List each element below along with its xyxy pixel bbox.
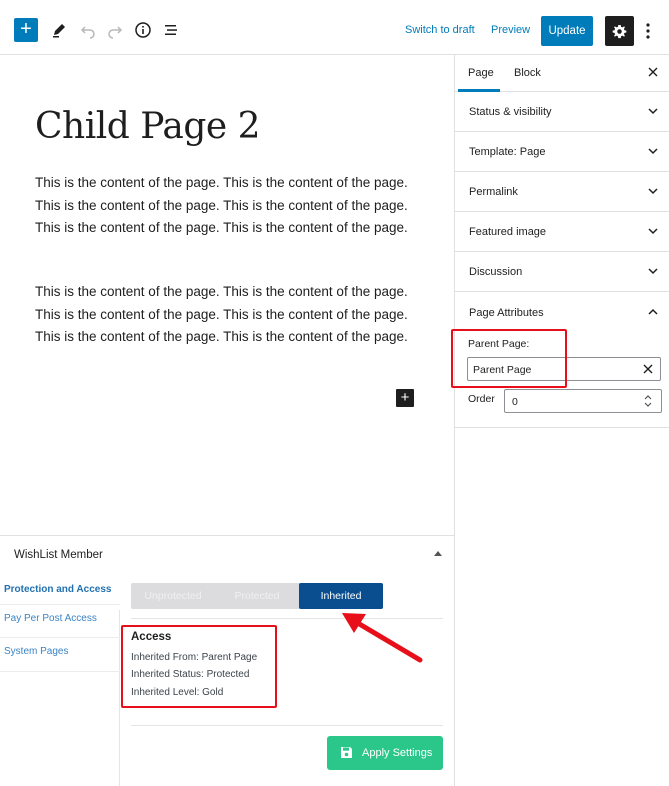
more-options-icon[interactable]: [645, 22, 651, 40]
pencil-tools-icon[interactable]: [50, 21, 68, 39]
parent-page-label: Parent Page:: [468, 338, 530, 350]
editor-toolbar: [0, 0, 669, 55]
gear-icon: [612, 24, 627, 39]
annotation-arrow-icon: [330, 600, 430, 670]
list-view-icon[interactable]: [162, 21, 180, 39]
tab-block[interactable]: Block: [514, 67, 541, 79]
panel-label: Permalink: [469, 186, 518, 198]
apply-settings-button[interactable]: [327, 736, 443, 770]
wishlist-side-nav: [0, 576, 120, 786]
chevron-down-icon: [648, 228, 658, 235]
clear-icon[interactable]: [643, 364, 653, 374]
segment-protected[interactable]: Protected: [234, 590, 280, 602]
inline-add-block-button[interactable]: +: [396, 389, 414, 407]
annotation-highlight-box: [451, 329, 567, 388]
panel-label: Featured image: [469, 226, 547, 238]
panel-permalink[interactable]: [455, 172, 669, 212]
settings-button[interactable]: [605, 16, 634, 46]
chevron-down-icon: [648, 188, 658, 195]
preview-button[interactable]: Preview: [491, 24, 531, 36]
inherited-status-text: Inherited Status: Protected: [131, 669, 250, 680]
redo-icon[interactable]: [106, 21, 124, 39]
panel-discussion[interactable]: [455, 252, 669, 292]
parent-page-value: Parent Page: [473, 364, 532, 376]
panel-label: Template: Page: [469, 146, 546, 158]
page-title[interactable]: Child Page 2: [35, 106, 261, 147]
apply-settings-label: Apply Settings: [362, 747, 433, 759]
panel-label: Status & visibility: [469, 106, 552, 118]
undo-icon[interactable]: [79, 21, 97, 39]
paragraph-block[interactable]: This is the content of the page. This is the content of the page. This is the content of the page. This is the content of the page. This is the content of the page. This is the content of the page.: [35, 284, 408, 344]
nav-pay-per-post[interactable]: Pay Per Post Access: [0, 604, 120, 638]
spinner-arrows-icon[interactable]: [643, 393, 653, 409]
chevron-down-icon: [648, 148, 658, 155]
sidebar-tabs: [455, 55, 669, 92]
paragraph-block[interactable]: This is the content of the page. This is the content of the page. This is the content of the page. This is the content of the page. This is the content of the page. This is the content of the page.: [35, 175, 408, 235]
panel-status-visibility[interactable]: [455, 92, 669, 132]
inherited-level-text: Inherited Level: Gold: [131, 687, 224, 698]
order-label: Order: [468, 393, 495, 405]
update-button[interactable]: Update: [541, 16, 593, 46]
chevron-down-icon: [648, 268, 658, 275]
divider: [131, 725, 443, 726]
switch-to-draft-button[interactable]: Switch to draft: [405, 24, 475, 36]
add-block-button[interactable]: +: [14, 18, 38, 42]
panel-featured-image[interactable]: [455, 212, 669, 252]
order-value: 0: [512, 396, 518, 408]
collapse-caret-icon[interactable]: [434, 550, 442, 556]
panel-template[interactable]: [455, 132, 669, 172]
wishlist-member-title[interactable]: WishList Member: [14, 549, 103, 561]
nav-protection-access[interactable]: Protection and Access: [0, 576, 120, 610]
tab-page[interactable]: Page: [468, 67, 494, 79]
annotation-highlight-box: [121, 625, 277, 708]
panel-label: Discussion: [469, 266, 523, 278]
info-icon[interactable]: [134, 21, 152, 39]
close-icon[interactable]: [647, 66, 659, 78]
order-input[interactable]: [504, 389, 662, 413]
chevron-down-icon: [648, 108, 658, 115]
segment-inherited[interactable]: Inherited: [299, 583, 383, 609]
inherited-from-text: Inherited From: Parent Page: [131, 652, 258, 663]
chevron-up-icon[interactable]: [648, 308, 658, 315]
save-disk-icon: [340, 746, 353, 759]
nav-system-pages[interactable]: System Pages: [0, 638, 120, 672]
settings-sidebar: [454, 55, 669, 786]
access-heading: Access: [131, 631, 172, 643]
segment-unprotected[interactable]: Unprotected: [144, 590, 202, 602]
panel-label[interactable]: Page Attributes: [469, 307, 544, 319]
